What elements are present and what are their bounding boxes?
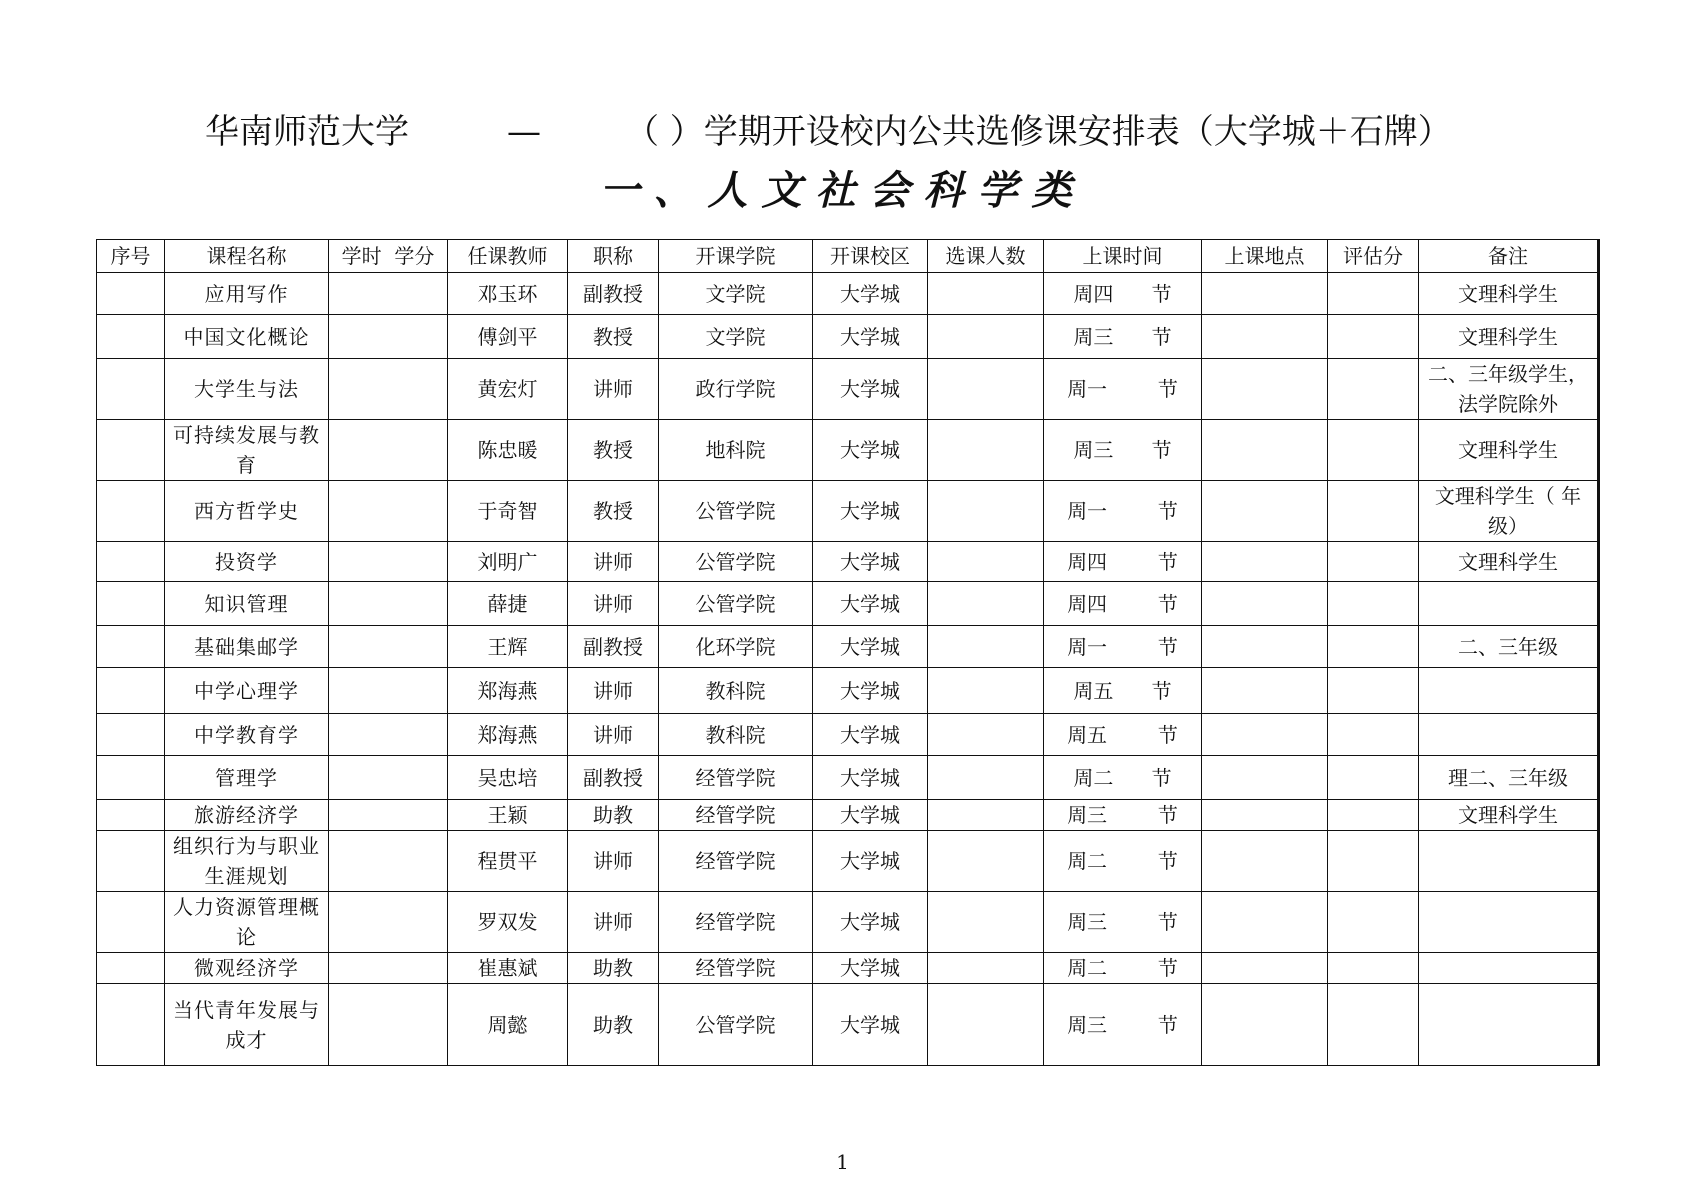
column-header: 任课教师 — [448, 240, 568, 273]
enrollment — [928, 626, 1044, 668]
table-row — [97, 481, 1599, 542]
teacher-title: 助教 — [568, 800, 659, 831]
class-time: 周二 节 — [1044, 756, 1202, 800]
class-location — [1202, 315, 1328, 359]
hours-credits — [329, 359, 448, 420]
campus: 大学城 — [813, 756, 928, 800]
evaluation-score — [1328, 542, 1419, 582]
class-time: 周四 节 — [1044, 273, 1202, 315]
evaluation-score — [1328, 273, 1419, 315]
enrollment — [928, 892, 1044, 953]
teacher-name: 王颖 — [448, 800, 568, 831]
hours-credits — [329, 273, 448, 315]
row-index — [97, 714, 165, 756]
college: 公管学院 — [659, 542, 813, 582]
teacher-title: 讲师 — [568, 714, 659, 756]
row-index — [97, 481, 165, 542]
evaluation-score — [1328, 984, 1419, 1066]
evaluation-score — [1328, 626, 1419, 668]
table-row — [97, 714, 1599, 756]
table-row — [97, 984, 1599, 1066]
remarks: 文理科学生 — [1419, 800, 1599, 831]
enrollment — [928, 831, 1044, 892]
column-header: 选课人数 — [928, 240, 1044, 273]
row-index — [97, 668, 165, 714]
course-schedule-table — [96, 239, 1600, 1066]
enrollment — [928, 273, 1044, 315]
course-name: 当代青年发展与成才 — [165, 984, 329, 1066]
college: 地科院 — [659, 420, 813, 481]
row-index — [97, 892, 165, 953]
table-header — [97, 240, 1599, 273]
class-location — [1202, 359, 1328, 420]
teacher-name: 刘明广 — [448, 542, 568, 582]
class-time: 周五 节 — [1044, 714, 1202, 756]
remarks: 二、三年级 — [1419, 626, 1599, 668]
enrollment — [928, 542, 1044, 582]
class-location — [1202, 800, 1328, 831]
class-time: 周一 节 — [1044, 359, 1202, 420]
evaluation-score — [1328, 800, 1419, 831]
table-row — [97, 953, 1599, 984]
college: 化环学院 — [659, 626, 813, 668]
course-name: 投资学 — [165, 542, 329, 582]
teacher-name: 郑海燕 — [448, 668, 568, 714]
remarks: 文理科学生（ 年级） — [1419, 481, 1599, 542]
table-row — [97, 582, 1599, 626]
college: 经管学院 — [659, 756, 813, 800]
teacher-name: 于奇智 — [448, 481, 568, 542]
course-name: 基础集邮学 — [165, 626, 329, 668]
teacher-title: 教授 — [568, 315, 659, 359]
class-location — [1202, 714, 1328, 756]
evaluation-score — [1328, 582, 1419, 626]
remarks: 文理科学生 — [1419, 273, 1599, 315]
class-time: 周二 节 — [1044, 831, 1202, 892]
remarks — [1419, 953, 1599, 984]
campus: 大学城 — [813, 315, 928, 359]
campus: 大学城 — [813, 831, 928, 892]
teacher-name: 吴忠培 — [448, 756, 568, 800]
campus: 大学城 — [813, 984, 928, 1066]
class-location — [1202, 481, 1328, 542]
column-header: 备注 — [1419, 240, 1599, 273]
class-location — [1202, 892, 1328, 953]
course-name: 中学心理学 — [165, 668, 329, 714]
header-row — [97, 240, 1599, 273]
hours-credits — [329, 626, 448, 668]
class-time: 周二 节 — [1044, 953, 1202, 984]
hours-credits — [329, 481, 448, 542]
teacher-name: 罗双发 — [448, 892, 568, 953]
table-row — [97, 800, 1599, 831]
evaluation-score — [1328, 831, 1419, 892]
column-header: 职称 — [568, 240, 659, 273]
college: 公管学院 — [659, 481, 813, 542]
teacher-title: 讲师 — [568, 542, 659, 582]
remarks: 文理科学生 — [1419, 420, 1599, 481]
table-body — [97, 273, 1599, 1066]
remarks — [1419, 892, 1599, 953]
table-row — [97, 273, 1599, 315]
remarks: 理二、三年级 — [1419, 756, 1599, 800]
teacher-name: 程贯平 — [448, 831, 568, 892]
campus: 大学城 — [813, 953, 928, 984]
row-index — [97, 626, 165, 668]
campus: 大学城 — [813, 420, 928, 481]
class-time: 周三 节 — [1044, 984, 1202, 1066]
table-row — [97, 831, 1599, 892]
evaluation-score — [1328, 420, 1419, 481]
column-header: 上课地点 — [1202, 240, 1328, 273]
course-name: 旅游经济学 — [165, 800, 329, 831]
campus: 大学城 — [813, 359, 928, 420]
remarks — [1419, 984, 1599, 1066]
college: 文学院 — [659, 273, 813, 315]
row-index — [97, 756, 165, 800]
teacher-title: 讲师 — [568, 359, 659, 420]
class-location — [1202, 984, 1328, 1066]
table-row — [97, 315, 1599, 359]
hours-credits — [329, 420, 448, 481]
enrollment — [928, 582, 1044, 626]
table-row — [97, 668, 1599, 714]
column-header: 开课学院 — [659, 240, 813, 273]
course-name: 人力资源管理概论 — [165, 892, 329, 953]
college: 经管学院 — [659, 892, 813, 953]
college: 经管学院 — [659, 800, 813, 831]
class-time: 周五 节 — [1044, 668, 1202, 714]
hours-credits — [329, 953, 448, 984]
teacher-title: 教授 — [568, 481, 659, 542]
enrollment — [928, 800, 1044, 831]
college: 教科院 — [659, 714, 813, 756]
class-location — [1202, 582, 1328, 626]
evaluation-score — [1328, 668, 1419, 714]
teacher-name: 邓玉环 — [448, 273, 568, 315]
course-name: 可持续发展与教育 — [165, 420, 329, 481]
column-header: 上课时间 — [1044, 240, 1202, 273]
hours-credits — [329, 315, 448, 359]
class-time: 周四 节 — [1044, 582, 1202, 626]
college: 经管学院 — [659, 953, 813, 984]
remarks: 二、三年级学生，法学院除外 — [1419, 359, 1599, 420]
class-location — [1202, 542, 1328, 582]
college: 政行学院 — [659, 359, 813, 420]
remarks — [1419, 831, 1599, 892]
teacher-title: 讲师 — [568, 831, 659, 892]
course-name: 组织行为与职业生涯规划 — [165, 831, 329, 892]
remarks — [1419, 714, 1599, 756]
course-name: 中学教育学 — [165, 714, 329, 756]
table-row — [97, 420, 1599, 481]
campus: 大学城 — [813, 481, 928, 542]
teacher-title: 副教授 — [568, 626, 659, 668]
campus: 大学城 — [813, 582, 928, 626]
campus: 大学城 — [813, 626, 928, 668]
college: 公管学院 — [659, 984, 813, 1066]
college: 经管学院 — [659, 831, 813, 892]
college: 公管学院 — [659, 582, 813, 626]
teacher-name: 黄宏灯 — [448, 359, 568, 420]
teacher-title: 副教授 — [568, 273, 659, 315]
column-header: 课程名称 — [165, 240, 329, 273]
row-index — [97, 582, 165, 626]
enrollment — [928, 668, 1044, 714]
enrollment — [928, 481, 1044, 542]
teacher-title: 讲师 — [568, 892, 659, 953]
title-year-dash: — — [507, 112, 541, 152]
row-index — [97, 359, 165, 420]
enrollment — [928, 420, 1044, 481]
class-location — [1202, 668, 1328, 714]
teacher-title: 讲师 — [568, 582, 659, 626]
teacher-title: 助教 — [568, 953, 659, 984]
row-index — [97, 984, 165, 1066]
course-name: 管理学 — [165, 756, 329, 800]
course-name: 中国文化概论 — [165, 315, 329, 359]
row-index — [97, 315, 165, 359]
table-row — [97, 359, 1599, 420]
hours-credits — [329, 756, 448, 800]
table-row — [97, 626, 1599, 668]
enrollment — [928, 714, 1044, 756]
row-index — [97, 542, 165, 582]
evaluation-score — [1328, 892, 1419, 953]
class-time: 周三 节 — [1044, 315, 1202, 359]
teacher-name: 周懿 — [448, 984, 568, 1066]
row-index — [97, 273, 165, 315]
enrollment — [928, 315, 1044, 359]
evaluation-score — [1328, 953, 1419, 984]
campus: 大学城 — [813, 542, 928, 582]
class-location — [1202, 420, 1328, 481]
row-index — [97, 800, 165, 831]
class-location — [1202, 831, 1328, 892]
course-name: 大学生与法 — [165, 359, 329, 420]
hours-credits — [329, 714, 448, 756]
row-index — [97, 420, 165, 481]
campus: 大学城 — [813, 892, 928, 953]
hours-credits — [329, 892, 448, 953]
evaluation-score — [1328, 714, 1419, 756]
class-time: 周三 节 — [1044, 420, 1202, 481]
title-university: 华南师范大学 — [205, 112, 409, 152]
hours-credits — [329, 800, 448, 831]
column-header: 开课校区 — [813, 240, 928, 273]
campus: 大学城 — [813, 273, 928, 315]
class-location — [1202, 273, 1328, 315]
teacher-name: 陈忠暖 — [448, 420, 568, 481]
remarks — [1419, 582, 1599, 626]
course-name: 知识管理 — [165, 582, 329, 626]
evaluation-score — [1328, 756, 1419, 800]
teacher-title: 教授 — [568, 420, 659, 481]
page-number: 1 — [836, 1150, 849, 1174]
class-time: 周四 节 — [1044, 542, 1202, 582]
hours-credits — [329, 668, 448, 714]
evaluation-score — [1328, 315, 1419, 359]
section-subtitle: 一、人文社会科学类 — [599, 167, 1086, 214]
hours-credits — [329, 984, 448, 1066]
hours-credits — [329, 542, 448, 582]
class-time: 周三 节 — [1044, 892, 1202, 953]
course-name: 微观经济学 — [165, 953, 329, 984]
teacher-name: 王辉 — [448, 626, 568, 668]
college: 文学院 — [659, 315, 813, 359]
class-location — [1202, 953, 1328, 984]
title-main: （ ）学期开设校内公共选修课安排表（大学城＋石牌） — [625, 112, 1452, 152]
row-index — [97, 953, 165, 984]
campus: 大学城 — [813, 800, 928, 831]
enrollment — [928, 984, 1044, 1066]
table-row — [97, 892, 1599, 953]
teacher-title: 副教授 — [568, 756, 659, 800]
class-time: 周一 节 — [1044, 626, 1202, 668]
class-time: 周一 节 — [1044, 481, 1202, 542]
teacher-title: 讲师 — [568, 668, 659, 714]
teacher-name: 薛捷 — [448, 582, 568, 626]
column-header: 评估分 — [1328, 240, 1419, 273]
teacher-name: 崔惠斌 — [448, 953, 568, 984]
remarks — [1419, 668, 1599, 714]
course-name: 西方哲学史 — [165, 481, 329, 542]
class-location — [1202, 626, 1328, 668]
evaluation-score — [1328, 359, 1419, 420]
hours-credits — [329, 831, 448, 892]
remarks: 文理科学生 — [1419, 315, 1599, 359]
enrollment — [928, 359, 1044, 420]
campus: 大学城 — [813, 668, 928, 714]
class-time: 周三 节 — [1044, 800, 1202, 831]
teacher-name: 傅剑平 — [448, 315, 568, 359]
enrollment — [928, 953, 1044, 984]
table-row — [97, 756, 1599, 800]
course-name: 应用写作 — [165, 273, 329, 315]
evaluation-score — [1328, 481, 1419, 542]
table-row — [97, 542, 1599, 582]
college: 教科院 — [659, 668, 813, 714]
hours-credits — [329, 582, 448, 626]
row-index — [97, 831, 165, 892]
column-header: 序号 — [97, 240, 165, 273]
campus: 大学城 — [813, 714, 928, 756]
class-location — [1202, 756, 1328, 800]
teacher-title: 助教 — [568, 984, 659, 1066]
column-header: 学时 学分 — [329, 240, 448, 273]
remarks: 文理科学生 — [1419, 542, 1599, 582]
teacher-name: 郑海燕 — [448, 714, 568, 756]
enrollment — [928, 756, 1044, 800]
